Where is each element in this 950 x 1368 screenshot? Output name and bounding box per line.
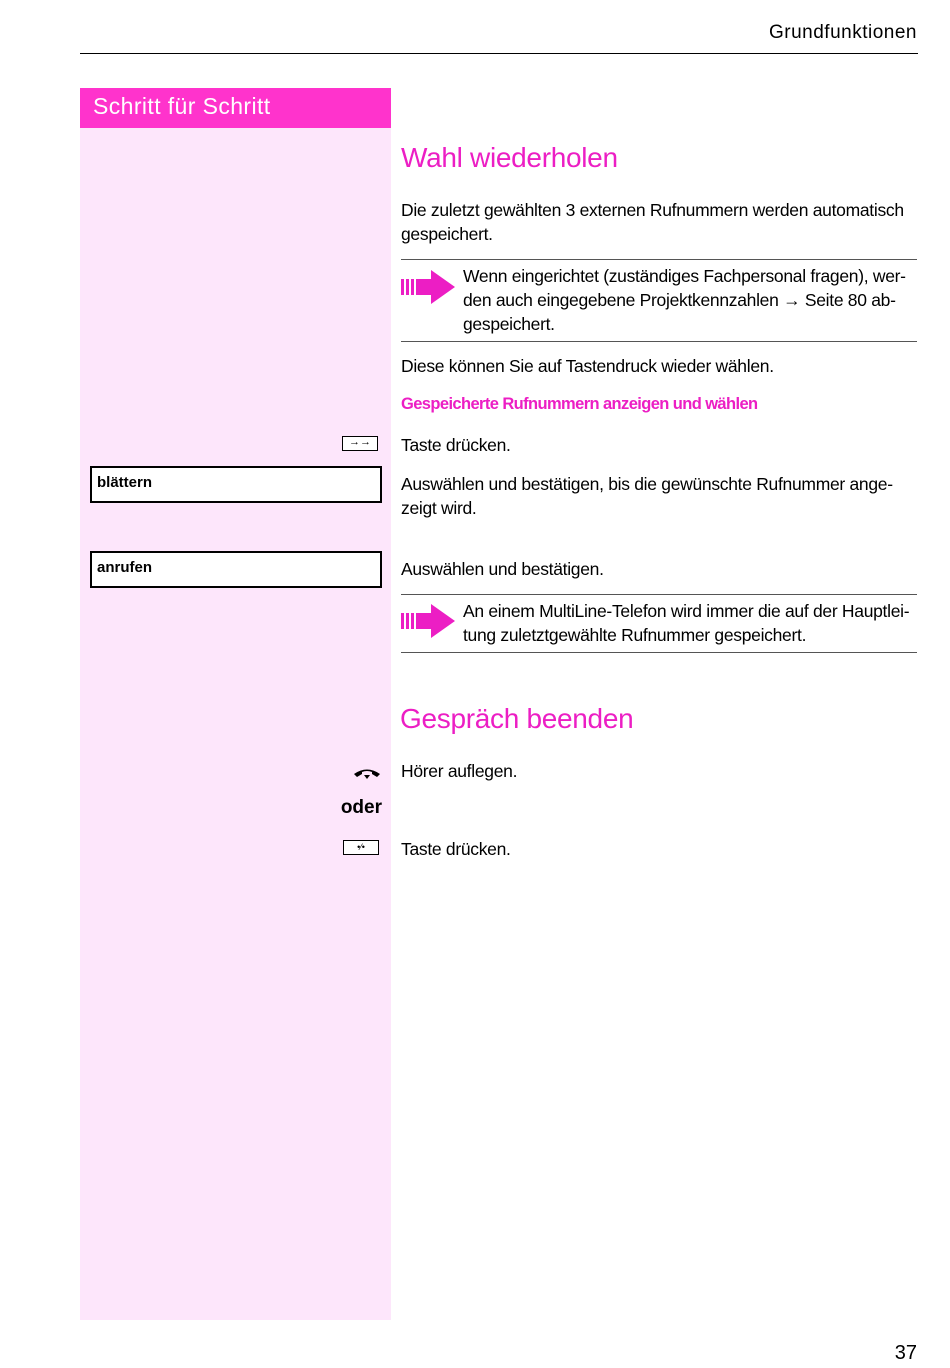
section-title-end-call: Gespräch beenden [400, 703, 634, 734]
softkey-blaettern[interactable] [90, 466, 382, 503]
note2-rule-top [401, 594, 917, 595]
note2-arrow-icon [401, 602, 457, 640]
note-rule-bottom [401, 341, 917, 342]
header-rule [80, 53, 918, 54]
intro-text: Die zuletzt gewählten 3 externen Rufnummern werden automatisch gespeichert. [401, 200, 904, 244]
step-browse-line1: Auswählen und bestätigen, bis die gewünschte Rufnummer ange- [401, 474, 893, 494]
running-header: Grundfunktionen [769, 22, 917, 43]
disconnect-key-icon [343, 840, 379, 855]
note2-rule-bottom [401, 652, 917, 653]
sidebar-column [80, 88, 391, 1320]
note1-line2 [463, 288, 917, 312]
step-press-key: Taste drücken. [401, 435, 511, 455]
redial-key-glyph: →→ [349, 436, 371, 448]
or-label: oder [340, 797, 382, 818]
softkey-blaettern-label: blättern [97, 474, 153, 491]
note2-line2: tung zuletztgewählte Rufnummer gespeichert. [463, 625, 807, 645]
step-browse-line2: zeigt wird. [401, 498, 477, 518]
handset-icon [352, 766, 382, 782]
note1-line1: Wenn eingerichtet (zuständiges Fachpersonal fragen), wer- [463, 266, 906, 286]
page-reference-link[interactable]: Seite 80 ab- [804, 290, 896, 310]
softkey-anrufen[interactable] [90, 551, 382, 588]
step-hang-up-text: Hörer auflegen. [401, 761, 518, 781]
step-disconnect-text: Taste drücken. [401, 839, 511, 859]
step-browse-text [401, 472, 917, 520]
subheading-stored-numbers: Gespeicherte Rufnummern anzeigen und wählen [401, 395, 758, 413]
page-ref-arrow-icon: → [783, 290, 801, 310]
note-text-1 [463, 264, 917, 336]
disconnect-key-glyph: •⁄• [357, 842, 365, 852]
section-title-redial: Wahl wiederholen [401, 142, 618, 173]
step-call-text: Auswählen und bestätigen. [401, 559, 604, 579]
note1-line3: gespeichert. [463, 314, 555, 334]
softkey-anrufen-label: anrufen [97, 559, 153, 576]
note2-line1: An einem MultiLine-Telefon wird immer die auf der Hauptlei- [463, 601, 910, 621]
text-redial-info: Diese können Sie auf Tastendruck wieder wählen. [401, 356, 774, 376]
note-arrow-icon [401, 268, 457, 306]
note-rule-top [401, 259, 917, 260]
sidebar-title: Schritt für Schritt [93, 93, 271, 119]
note1-line2-a: den auch eingegebene Projektkennzahlen [463, 290, 779, 310]
redial-key-icon [342, 436, 378, 451]
page-number: 37 [894, 1342, 917, 1364]
note-text-2 [463, 599, 917, 647]
